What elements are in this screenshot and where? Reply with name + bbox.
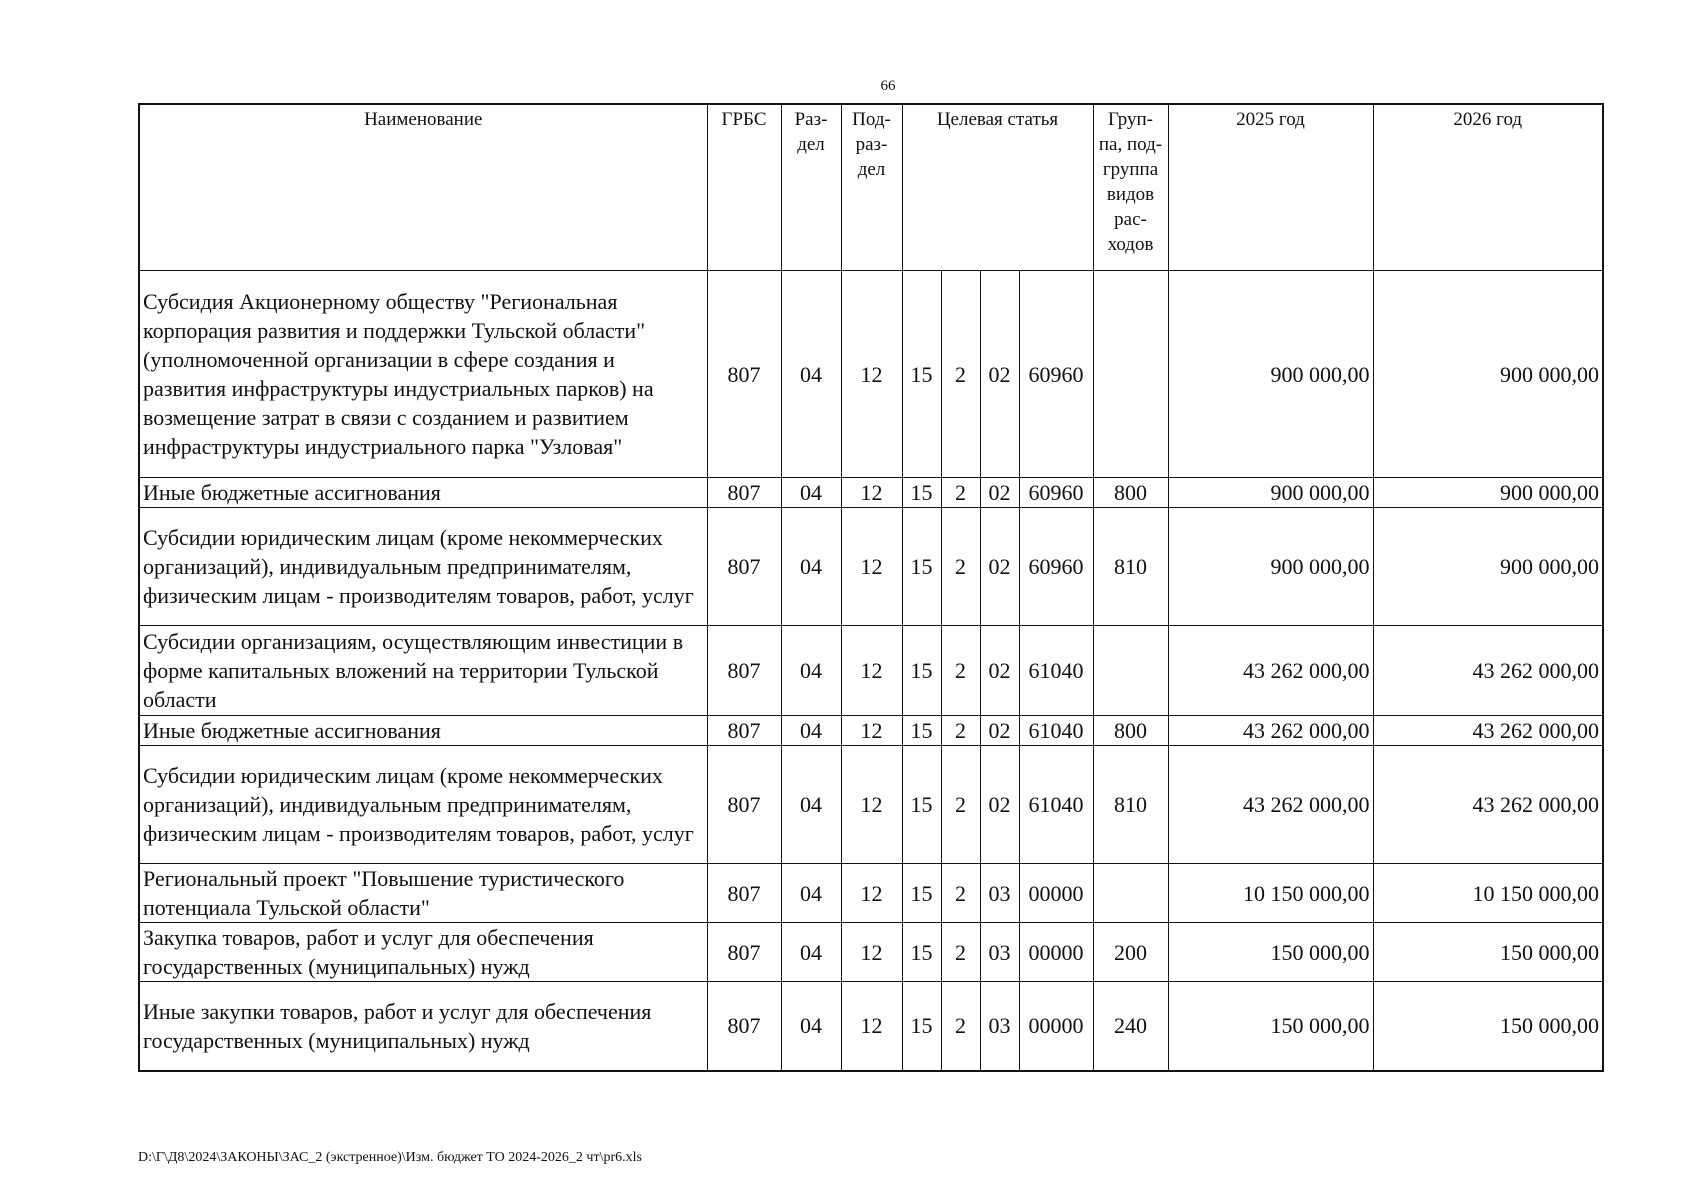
- row-target-direction-cell: 60960: [1019, 271, 1093, 478]
- row-target-direction-cell: 00000: [1019, 864, 1093, 923]
- header-name: Наименование: [139, 104, 707, 271]
- row-2026-cell: 43 262 000,00: [1373, 626, 1603, 716]
- header-podrazdel: Под- раз- дел: [841, 104, 902, 271]
- row-target-type-cell: 2: [941, 626, 980, 716]
- row-target-project-cell: 02: [980, 626, 1019, 716]
- row-2025-cell: 900 000,00: [1168, 271, 1373, 478]
- header-2026: 2026 год: [1373, 104, 1603, 271]
- row-target-program-cell: 15: [902, 508, 941, 626]
- row-2026-cell: 900 000,00: [1373, 508, 1603, 626]
- row-2025-cell: 900 000,00: [1168, 478, 1373, 508]
- row-podrazdel-cell: 12: [841, 864, 902, 923]
- row-grbs-cell: 807: [707, 982, 781, 1071]
- row-target-project-cell: 02: [980, 746, 1019, 864]
- row-target-type-cell: 2: [941, 864, 980, 923]
- row-expense-group-cell: [1093, 271, 1168, 478]
- row-podrazdel-cell: 12: [841, 716, 902, 746]
- table-row: [139, 271, 1603, 478]
- row-grbs-cell: 807: [707, 626, 781, 716]
- row-target-program-cell: 15: [902, 746, 941, 864]
- row-podrazdel-cell: 12: [841, 626, 902, 716]
- row-target-project-cell: 03: [980, 864, 1019, 923]
- row-razdel-cell: 04: [781, 626, 841, 716]
- row-grbs-cell: 807: [707, 716, 781, 746]
- row-grbs-cell: 807: [707, 271, 781, 478]
- row-name-cell: Субсидии юридическим лицам (кроме некоммерческих организаций), индивидуальным предпринимателям, физическим лицам - производителям товаров, работ, услуг: [139, 508, 707, 626]
- row-2025-cell: 10 150 000,00: [1168, 864, 1373, 923]
- row-expense-group-cell: 810: [1093, 746, 1168, 864]
- row-target-project-cell: 03: [980, 982, 1019, 1071]
- table-row: [139, 982, 1603, 1071]
- row-name-cell: Иные бюджетные ассигнования: [139, 478, 707, 508]
- row-target-direction-cell: 61040: [1019, 626, 1093, 716]
- row-name-cell: Субсидия Акционерному обществу "Региональная корпорация развития и поддержки Тульской области" (уполномоченной организации в сфере создания и развития инфраструктуры индустриальных парков) на возмещение затрат в связи с созданием и развитием инфраструктуры индустриального парка "Узловая": [139, 271, 707, 478]
- row-2026-cell: 150 000,00: [1373, 982, 1603, 1071]
- row-2025-cell: 900 000,00: [1168, 508, 1373, 626]
- row-2025-cell: 43 262 000,00: [1168, 716, 1373, 746]
- header-expense-group: Груп- па, под- группа видов рас- ходов: [1093, 104, 1168, 271]
- row-target-program-cell: 15: [902, 864, 941, 923]
- row-podrazdel-cell: 12: [841, 271, 902, 478]
- row-2026-cell: 900 000,00: [1373, 478, 1603, 508]
- table-row: [139, 478, 1603, 508]
- table-row: [139, 746, 1603, 864]
- row-2025-cell: 43 262 000,00: [1168, 746, 1373, 864]
- row-target-direction-cell: 00000: [1019, 923, 1093, 982]
- row-grbs-cell: 807: [707, 864, 781, 923]
- row-2025-cell: 150 000,00: [1168, 923, 1373, 982]
- row-grbs-cell: 807: [707, 478, 781, 508]
- page-number: 66: [880, 78, 896, 94]
- row-target-direction-cell: 00000: [1019, 982, 1093, 1071]
- row-target-direction-cell: 60960: [1019, 508, 1093, 626]
- row-target-type-cell: 2: [941, 716, 980, 746]
- table-row: [139, 923, 1603, 982]
- row-target-type-cell: 2: [941, 271, 980, 478]
- row-razdel-cell: 04: [781, 271, 841, 478]
- row-razdel-cell: 04: [781, 478, 841, 508]
- row-razdel-cell: 04: [781, 508, 841, 626]
- row-name-cell: Иные бюджетные ассигнования: [139, 716, 707, 746]
- row-target-project-cell: 02: [980, 716, 1019, 746]
- row-target-project-cell: 02: [980, 478, 1019, 508]
- row-grbs-cell: 807: [707, 923, 781, 982]
- row-name-cell: Иные закупки товаров, работ и услуг для обеспечения государственных (муниципальных) нужд: [139, 982, 707, 1071]
- row-target-direction-cell: 61040: [1019, 746, 1093, 864]
- row-target-project-cell: 02: [980, 508, 1019, 626]
- header-razdel: Раз- дел: [781, 104, 841, 271]
- row-target-program-cell: 15: [902, 271, 941, 478]
- header-grbs: ГРБС: [707, 104, 781, 271]
- header-2025: 2025 год: [1168, 104, 1373, 271]
- row-name-cell: Закупка товаров, работ и услуг для обеспечения государственных (муниципальных) нужд: [139, 923, 707, 982]
- row-expense-group-cell: [1093, 864, 1168, 923]
- row-target-type-cell: 2: [941, 923, 980, 982]
- table-body: [139, 271, 1603, 1071]
- row-expense-group-cell: 200: [1093, 923, 1168, 982]
- row-expense-group-cell: 800: [1093, 716, 1168, 746]
- row-grbs-cell: 807: [707, 508, 781, 626]
- row-razdel-cell: 04: [781, 864, 841, 923]
- row-grbs-cell: 807: [707, 746, 781, 864]
- row-target-type-cell: 2: [941, 478, 980, 508]
- row-2026-cell: 43 262 000,00: [1373, 716, 1603, 746]
- row-2026-cell: 10 150 000,00: [1373, 864, 1603, 923]
- row-target-type-cell: 2: [941, 508, 980, 626]
- header-target-article: Целевая статья: [902, 104, 1093, 271]
- row-2026-cell: 43 262 000,00: [1373, 746, 1603, 864]
- budget-table: [138, 103, 1604, 1072]
- table-row: [139, 626, 1603, 716]
- row-target-project-cell: 03: [980, 923, 1019, 982]
- row-2025-cell: 43 262 000,00: [1168, 626, 1373, 716]
- row-target-direction-cell: 61040: [1019, 716, 1093, 746]
- row-name-cell: Субсидии юридическим лицам (кроме некоммерческих организаций), индивидуальным предпринимателям, физическим лицам - производителям товаров, работ, услуг: [139, 746, 707, 864]
- row-target-program-cell: 15: [902, 716, 941, 746]
- file-path-footer: D:\Г\Д8\2024\ЗАКОНЫ\ЗАС_2 (экстренное)\Изм. бюджет ТО 2024-2026_2 чт\pr6.xls: [138, 1150, 642, 1165]
- row-target-program-cell: 15: [902, 923, 941, 982]
- row-2026-cell: 900 000,00: [1373, 271, 1603, 478]
- row-razdel-cell: 04: [781, 746, 841, 864]
- header-row: [139, 104, 1603, 271]
- row-razdel-cell: 04: [781, 923, 841, 982]
- row-podrazdel-cell: 12: [841, 478, 902, 508]
- row-razdel-cell: 04: [781, 716, 841, 746]
- row-podrazdel-cell: 12: [841, 746, 902, 864]
- row-name-cell: Региональный проект "Повышение туристического потенциала Тульской области": [139, 864, 707, 923]
- row-2026-cell: 150 000,00: [1373, 923, 1603, 982]
- row-name-cell: Субсидии организациям, осуществляющим инвестиции в форме капитальных вложений на территории Тульской области: [139, 626, 707, 716]
- row-target-direction-cell: 60960: [1019, 478, 1093, 508]
- table-row: [139, 864, 1603, 923]
- row-target-program-cell: 15: [902, 982, 941, 1071]
- row-podrazdel-cell: 12: [841, 923, 902, 982]
- row-target-type-cell: 2: [941, 982, 980, 1071]
- row-podrazdel-cell: 12: [841, 508, 902, 626]
- row-target-type-cell: 2: [941, 746, 980, 864]
- row-expense-group-cell: 240: [1093, 982, 1168, 1071]
- row-2025-cell: 150 000,00: [1168, 982, 1373, 1071]
- row-podrazdel-cell: 12: [841, 982, 902, 1071]
- row-target-program-cell: 15: [902, 478, 941, 508]
- row-target-program-cell: 15: [902, 626, 941, 716]
- row-target-project-cell: 02: [980, 271, 1019, 478]
- table-row: [139, 716, 1603, 746]
- row-expense-group-cell: [1093, 626, 1168, 716]
- row-expense-group-cell: 810: [1093, 508, 1168, 626]
- row-expense-group-cell: 800: [1093, 478, 1168, 508]
- table-row: [139, 508, 1603, 626]
- row-razdel-cell: 04: [781, 982, 841, 1071]
